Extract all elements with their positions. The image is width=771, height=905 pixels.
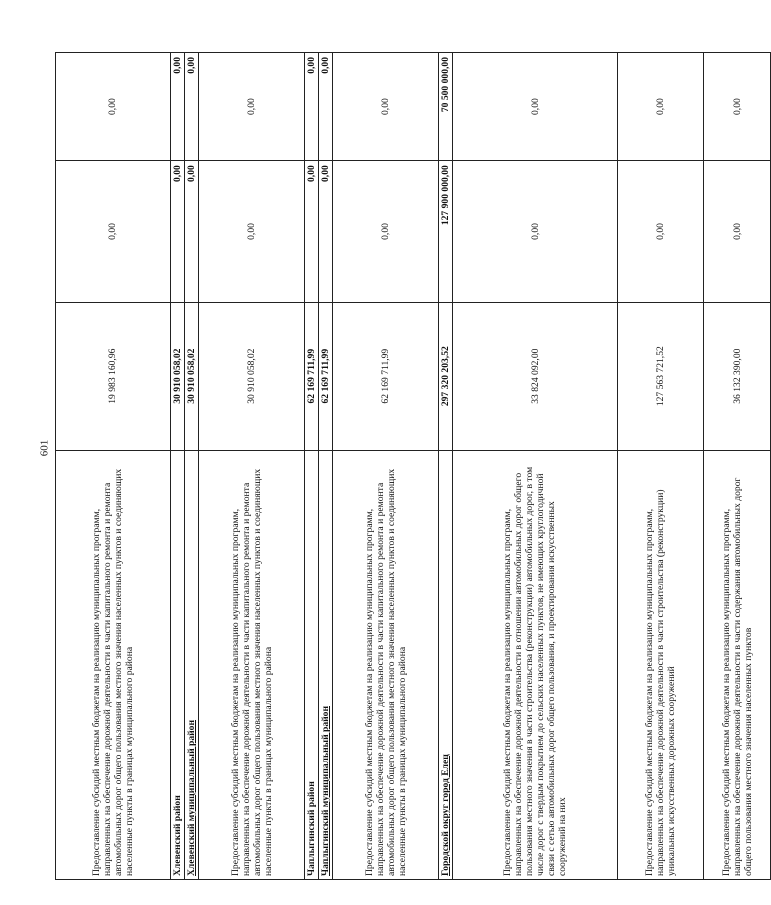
table-row [319, 53, 333, 880]
table-row [439, 53, 453, 880]
row-value-2: 0,00 [199, 161, 305, 303]
row-value-3: 0,00 [185, 53, 199, 161]
row-value-3: 0,00 [333, 53, 439, 161]
row-description: Чаплыгинский район [305, 450, 319, 879]
table-row [618, 53, 704, 880]
row-value-2: 0,00 [319, 161, 333, 303]
row-description: Городской округ город Елец [439, 450, 453, 879]
row-value-3: 70 500 000,00 [439, 53, 453, 161]
row-value-3: 0,00 [618, 53, 704, 161]
table-row [333, 53, 439, 880]
row-value-2: 127 900 000,00 [439, 161, 453, 303]
table-row [199, 53, 305, 880]
row-value-2: 0,00 [185, 161, 199, 303]
table-row [704, 53, 771, 880]
row-value-3: 0,00 [56, 53, 171, 161]
row-description: Хлевенский муниципальный район [185, 450, 199, 879]
rotated-table-container [55, 52, 754, 880]
row-description: Хлевенский район [171, 450, 185, 879]
row-value-1: 297 320 203,52 [439, 302, 453, 450]
row-value-3: 0,00 [319, 53, 333, 161]
row-value-1: 62 169 711,99 [319, 302, 333, 450]
row-description: Предоставление субсидий местным бюджетам на реализацию муниципальных программ, направленных на обеспечение дорожной деятельности в части содержания автомобильных дорог общего пользования местного значения населенных пунктов [704, 450, 771, 879]
row-description: Предоставление субсидий местным бюджетам на реализацию муниципальных программ, направленных на обеспечение дорожной деятельности в части капитального ремонта и ремонта автомобильных дорог общего пользования местного значения населенных пунктов и соединяющих населенные пункты в границах муниципального района [333, 450, 439, 879]
row-value-1: 30 910 058,02 [185, 302, 199, 450]
row-description: Предоставление субсидий местным бюджетам на реализацию муниципальных программ, направленных на обеспечение дорожной деятельности в части капитального ремонта и ремонта автомобильных дорог общего пользования местного значения населенных пунктов и соединяющих населенные пункты в границах муниципального района [199, 450, 305, 879]
row-value-1: 30 910 058,02 [171, 302, 185, 450]
table-row [171, 53, 185, 880]
row-value-1: 36 132 390,00 [704, 302, 771, 450]
row-value-2: 0,00 [453, 161, 618, 303]
row-value-1: 62 169 711,99 [305, 302, 319, 450]
row-value-1: 33 824 092,00 [453, 302, 618, 450]
row-description: Предоставление субсидий местным бюджетам на реализацию муниципальных программ, направленных на обеспечение дорожной деятельности в отношении автомобильных дорог общего пользования местного значения в части строительства (реконструкции) автомобильных дорог, в том числе дорог с твердым покрытием до сельских населенных пунктов, не имеющих круглогодичной связи с сетью автомобильных дорог общего пользования, и проектирования искусственных сооружений на них [453, 450, 618, 879]
row-value-3: 0,00 [704, 53, 771, 161]
row-description: Предоставление субсидий местным бюджетам на реализацию муниципальных программ, направленных на обеспечение дорожной деятельности в части капитального ремонта и ремонта автомобильных дорог общего пользования местного значения населенных пунктов и соединяющих населенные пункты в границах муниципального района [56, 450, 171, 879]
row-value-1: 30 910 058,02 [199, 302, 305, 450]
row-value-1: 127 563 721,52 [618, 302, 704, 450]
row-value-2: 0,00 [305, 161, 319, 303]
row-value-1: 19 983 160,96 [56, 302, 171, 450]
row-value-3: 0,00 [305, 53, 319, 161]
row-value-2: 0,00 [333, 161, 439, 303]
table-row [56, 53, 171, 880]
page-number: 601 [38, 439, 51, 457]
row-value-2: 0,00 [704, 161, 771, 303]
subsidy-table [55, 52, 771, 880]
row-value-2: 0,00 [171, 161, 185, 303]
row-value-3: 0,00 [171, 53, 185, 161]
row-value-2: 0,00 [618, 161, 704, 303]
row-description: Чаплыгинский муниципальный район [319, 450, 333, 879]
row-value-3: 0,00 [199, 53, 305, 161]
row-value-3: 0,00 [453, 53, 618, 161]
table-row [305, 53, 319, 880]
table-row [185, 53, 199, 880]
row-value-1: 62 169 711,99 [333, 302, 439, 450]
table-row [453, 53, 618, 880]
row-value-2: 0,00 [56, 161, 171, 303]
row-description: Предоставление субсидий местным бюджетам на реализацию муниципальных программ, направленных на обеспечение дорожной деятельности в части строительства (реконструкции) уникальных искусственных дорожных сооружений [618, 450, 704, 879]
